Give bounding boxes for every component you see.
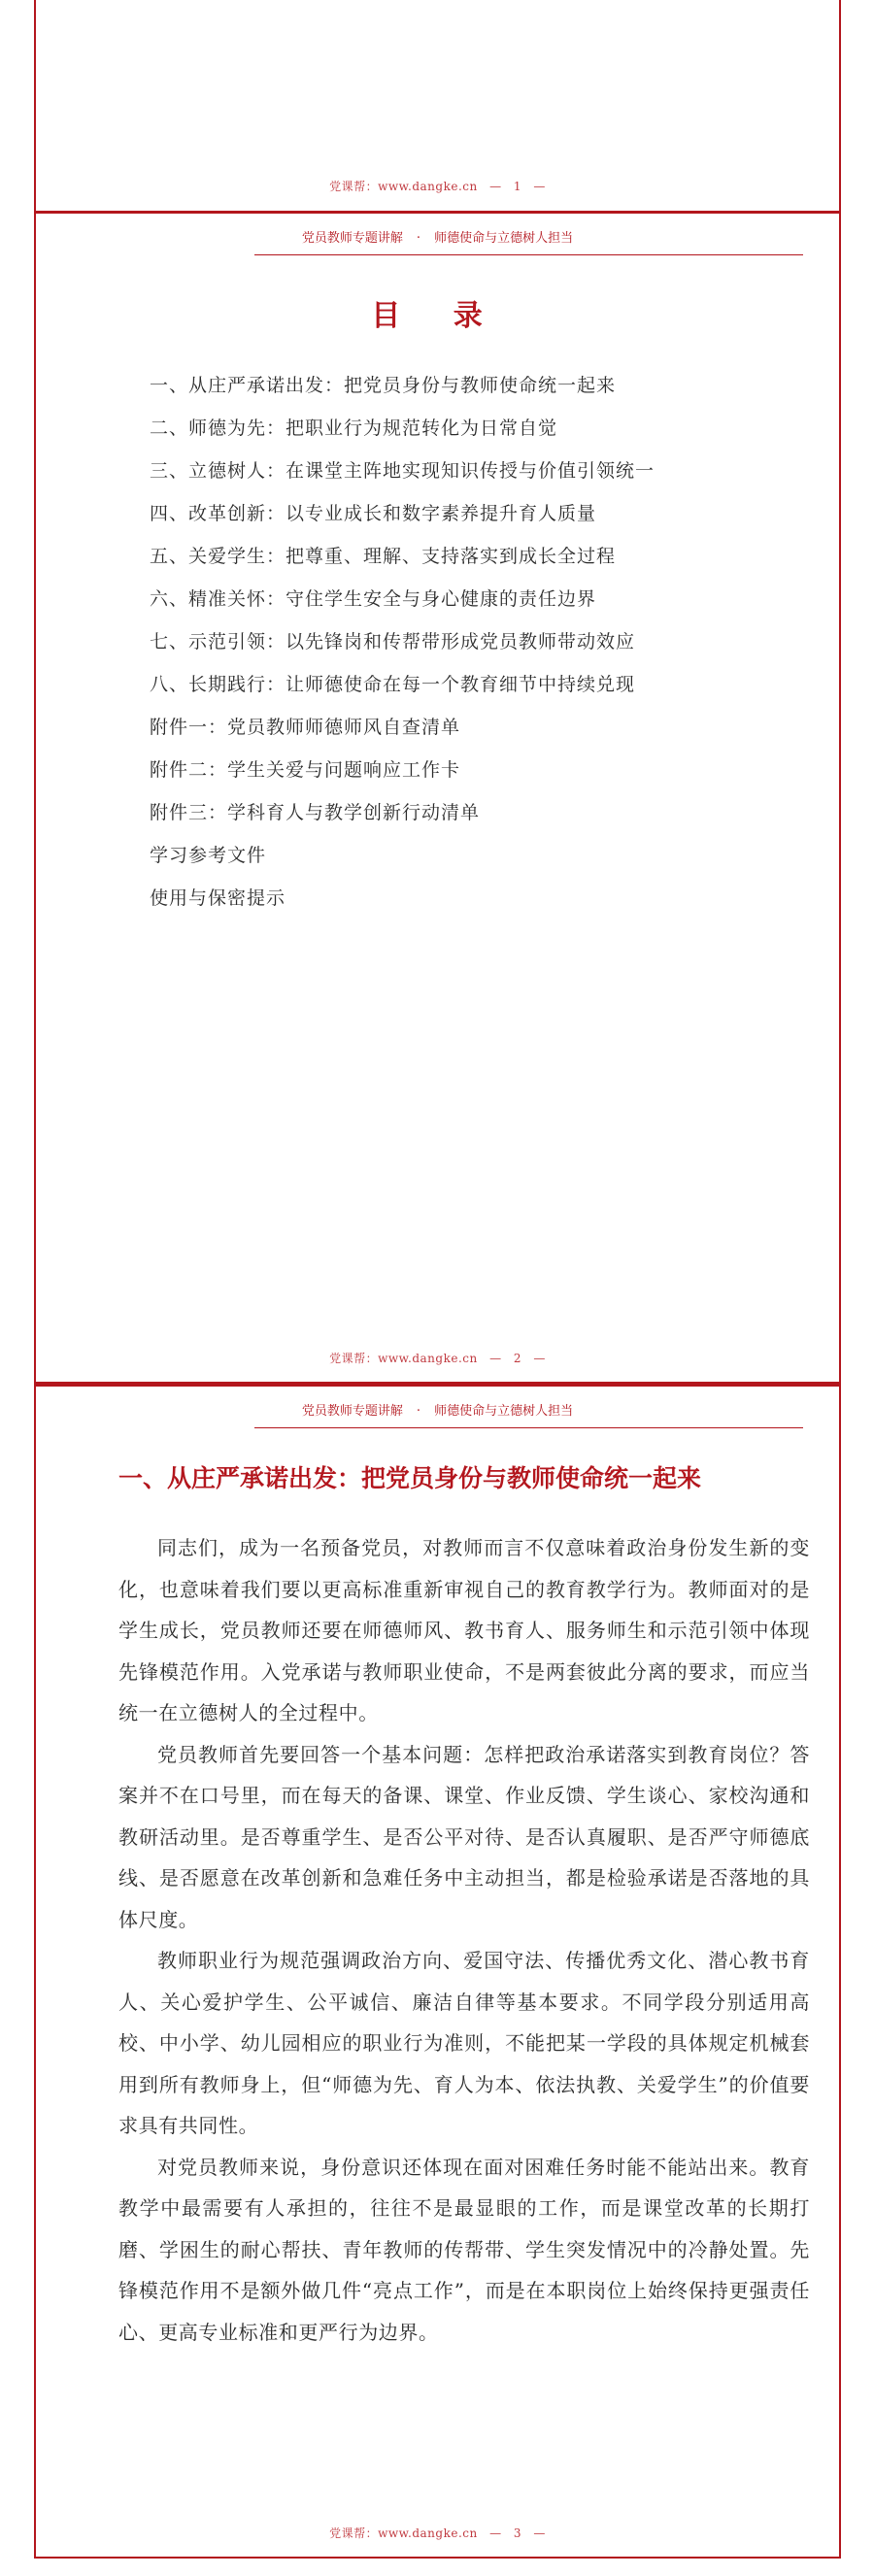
footer-dash: — xyxy=(533,1352,546,1365)
page-footer xyxy=(36,178,839,194)
toc-item[interactable]: 使用与保密提示 xyxy=(150,887,286,909)
toc-item[interactable]: 附件一：党员教师师德师风自查清单 xyxy=(150,717,461,738)
page-footer xyxy=(36,2525,839,2541)
running-header-left: 党员教师专题讲解 xyxy=(301,1404,403,1419)
page-number: 3 xyxy=(513,2526,522,2540)
footer-brand: 党课帮：www.dangke.cn xyxy=(329,2526,478,2540)
toc-item[interactable]: 八、长期践行：让师德使命在每一个教育细节中持续兑现 xyxy=(150,674,636,695)
header-rule xyxy=(254,1427,803,1428)
toc-item[interactable]: 二、师德为先：把职业行为规范转化为日常自觉 xyxy=(150,418,558,439)
toc-item[interactable]: 三、立德树人：在课堂主阵地实现知识传授与价值引领统一 xyxy=(150,460,656,482)
toc-item[interactable]: 学习参考文件 xyxy=(150,845,267,866)
running-header xyxy=(36,1400,839,1419)
toc-item[interactable]: 四、改革创新：以专业成长和数字素养提升育人质量 xyxy=(150,503,597,524)
body-paragraph: 同志们，成为一名预备党员，对教师而言不仅意味着政治身份发生新的变化，也意味着我们要以更高标准重新审视自己的教育教学行为。教师面对的是学生成长，党员教师还要在师德师风、教书育人、服务师生和示范引领中体现先锋模范作用。入党承诺与教师职业使命，不是两套彼此分离的要求，而应当统一在立德树人的全过程中。 xyxy=(118,1536,810,1724)
page-footer xyxy=(36,1350,839,1366)
footer-dash: — xyxy=(533,180,546,193)
toc-item[interactable]: 五、关爱学生：把尊重、理解、支持落实到成长全过程 xyxy=(150,546,617,567)
toc-item[interactable]: 一、从庄严承诺出发：把党员身份与教师使命统一起来 xyxy=(150,375,617,396)
running-header-separator: · xyxy=(416,231,421,246)
toc-item[interactable]: 附件三：学科育人与教学创新行动清单 xyxy=(150,802,481,823)
body-paragraph: 党员教师首先要回答一个基本问题：怎样把政治承诺落实到教育岗位？答案并不在口号里，而在每天的备课、课堂、作业反馈、学生谈心、家校沟通和教研活动里。是否尊重学生、是否公平对待、是否认真履职、是否严守师德底线、是否愿意在改革创新和急难任务中主动担当，都是检验承诺是否落地的具体尺度。 xyxy=(118,1742,810,1931)
page-3 xyxy=(34,1384,841,2559)
footer-dash: — xyxy=(489,1352,502,1365)
page-2 xyxy=(34,211,841,1384)
running-header-left: 党员教师专题讲解 xyxy=(301,231,403,246)
section-heading: 一、从庄严承诺出发：把党员身份与教师使命统一起来 xyxy=(118,1464,702,1492)
body-paragraph: 教师职业行为规范强调政治方向、爱国守法、传播优秀文化、潜心教书育人、关心爱护学生、公平诚信、廉洁自律等基本要求。不同学段分别适用高校、中小学、幼儿园相应的职业行为准则，不能把某一学段的具体规定机械套用到所有教师身上，但“师德为先、育人为本、依法执教、关爱学生”的价值要求具有共同性。 xyxy=(118,1949,810,2137)
section-body xyxy=(118,1527,810,2353)
toc-list xyxy=(150,371,655,926)
page-number: 2 xyxy=(513,1352,522,1365)
running-header xyxy=(36,227,839,246)
footer-brand: 党课帮：www.dangke.cn xyxy=(329,180,478,193)
page-1 xyxy=(34,0,841,213)
running-header-right: 师德使命与立德树人担当 xyxy=(434,1404,574,1419)
running-header-separator: · xyxy=(416,1404,421,1419)
toc-title: 目 录 xyxy=(371,299,504,333)
footer-dash: — xyxy=(489,180,502,193)
footer-brand: 党课帮：www.dangke.cn xyxy=(329,1352,478,1365)
footer-dash: — xyxy=(489,2526,502,2540)
header-rule xyxy=(254,254,803,255)
footer-dash: — xyxy=(533,2526,546,2540)
toc-item[interactable]: 附件二：学生关爱与问题响应工作卡 xyxy=(150,759,461,781)
running-header-right: 师德使命与立德树人担当 xyxy=(434,231,574,246)
toc-item[interactable]: 七、示范引领：以先锋岗和传帮带形成党员教师带动效应 xyxy=(150,631,636,652)
toc-item[interactable]: 六、精准关怀：守住学生安全与身心健康的责任边界 xyxy=(150,588,597,610)
page-number: 1 xyxy=(513,180,522,193)
body-paragraph: 对党员教师来说，身份意识还体现在面对困难任务时能不能站出来。教育教学中最需要有人承担的，往往不是最显眼的工作，而是课堂改革的长期打磨、学困生的耐心帮扶、青年教师的传帮带、学生突发情况中的冷静处置。先锋模范作用不是额外做几件“亮点工作”，而是在本职岗位上始终保持更强责任心、更高专业标准和更严行为边界。 xyxy=(118,2155,810,2344)
